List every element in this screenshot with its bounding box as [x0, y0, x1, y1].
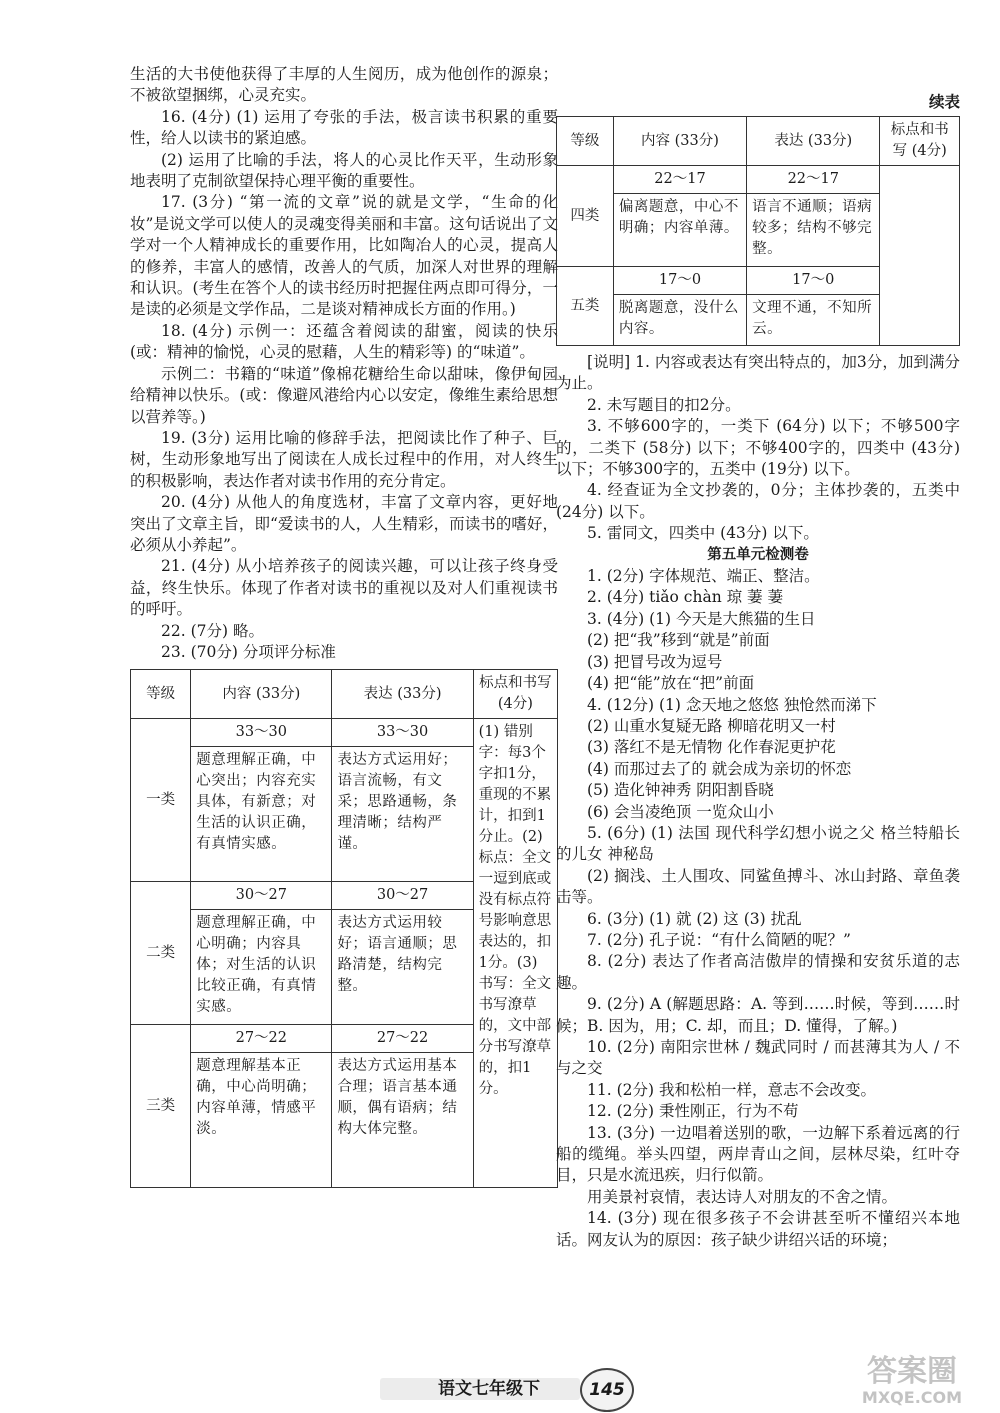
expression-range-cell: 27～22 [332, 1025, 473, 1053]
expression-desc-cell: 表达方式运用较好；语言通顺；思路清楚，结构完整。 [332, 910, 473, 1025]
expression-range-cell: 33～30 [332, 719, 473, 747]
paragraph: 2. (4分) tiǎo chàn 琼 萋 萋 [587, 588, 783, 607]
left-column [130, 64, 558, 1188]
paragraph: 19. (3分) 运用比喻的修辞手法，把阅读比作了种子、巨树，生动形象地写出了阅读在人成长过程中的作用，对人终生的积极影响，表达作者对读书作用的充分肯定。 [130, 428, 558, 490]
expression-range-cell: 22～17 [747, 166, 880, 194]
content-desc-cell: 偏离题意，中心不明确；内容单薄。 [613, 194, 746, 267]
paragraph: 23. (70分) 分项评分标准 [161, 642, 336, 661]
paragraph: 8. (2分) 表达了作者高洁傲岸的情操和安贫乐道的志趣。 [556, 952, 960, 992]
grading-table-continued [556, 116, 960, 346]
continued-label: 续表 [928, 93, 960, 111]
paragraph: 20. (4分) 从他人的角度选材，丰富了文章内容，更好地突出了文章主旨，即“爱读书的人，人生精彩，而读书的嗜好，必须从小养起”。 [130, 493, 558, 554]
paragraph: 11. (2分) 我和松柏一样，意志不会改变。 [587, 1080, 876, 1099]
table-row [557, 166, 960, 194]
header-expression: 表达 (33分) [747, 117, 880, 166]
header-level: 等级 [557, 117, 614, 166]
paragraph: 6. (3分) (1) 就 (2) 这 (3) 扰乱 [587, 909, 802, 928]
paragraph: 9. (2分) A (解题思路：A. 等到……时候，等到……时候；B. 因为，用；C. 却，而且；D. 懂得，了解。) [556, 995, 960, 1035]
content-desc-cell: 脱离题意，没什么内容。 [613, 295, 746, 346]
paragraph: 5. 雷同文，四类中 (43分) 以下。 [587, 524, 819, 543]
paragraph: 16. (4分) (1) 运用了夸张的手法，极言读书积累的重要性，给人以读书的紧迫感。 [130, 107, 558, 148]
header-expression: 表达 (33分) [332, 670, 473, 719]
expression-desc-cell: 表达方式运用好；语言流畅，有文采；思路通畅，条理清晰；结构严谨。 [332, 747, 473, 882]
expression-desc-cell: 语言不通顺；语病较多；结构不够完整。 [747, 194, 880, 267]
paragraph: 4. 经查证为全文抄袭的，0分；主体抄袭的，五类中 (24分) 以下。 [556, 481, 960, 521]
content-range-cell: 30～27 [191, 882, 332, 910]
table-header-row [557, 117, 960, 166]
paragraph: 3. (4分) (1) 今天是大熊猫的生日 [587, 609, 816, 628]
punctuation-empty-cell [880, 166, 960, 346]
watermark-url: MXQE.COM [861, 1388, 963, 1407]
paragraph: 7. (2分) 孔子说：“有什么简陋的呢？” [587, 930, 851, 949]
grading-table [130, 669, 558, 1188]
level-cell: 二类 [131, 882, 191, 1025]
content-desc-cell: 题意理解正确，中心明确；内容具体；对生活的认识比较正确，有真情实感。 [191, 910, 332, 1025]
page-number: 145 [580, 1368, 634, 1412]
paragraph: 1. (2分) 字体规范、端正、整洁。 [587, 567, 820, 586]
expression-range-cell: 17～0 [747, 267, 880, 295]
watermark-text: 答案圈 [867, 1354, 957, 1389]
header-punctuation: 标点和书写 (4分) [880, 117, 960, 166]
paragraph: 5. (6分) (1) 法国 现代科学幻想小说之父 格兰特船长的儿女 神秘岛 [556, 823, 960, 864]
header-content: 内容 (33分) [613, 117, 746, 166]
expression-desc-cell: 表达方式运用基本合理；语言基本通顺，偶有语病；结构大体完整。 [332, 1053, 473, 1188]
level-cell: 五类 [557, 267, 614, 346]
paragraph: (2) 搁浅、土人围攻、同鲨鱼搏斗、冰山封路、章鱼袭击等。 [556, 866, 960, 907]
header-content: 内容 (33分) [191, 670, 332, 719]
paragraph: 18. (4分) 示例一：还蕴含着阅读的甜蜜，阅读的快乐 (或：精神的愉悦，心灵的慰藉，人生的精彩等) 的“味道”。 [130, 321, 558, 362]
expression-desc-cell: 文理不通，不知所云。 [747, 295, 880, 346]
paragraph: (3) 落红不是无情物 化作春泥更护花 [587, 738, 836, 757]
paragraph: (6) 会当凌绝顶 一览众山小 [587, 802, 774, 821]
level-cell: 四类 [557, 166, 614, 267]
paragraph: (3) 把冒号改为逗号 [587, 652, 723, 671]
section-title: 第五单元检测卷 [707, 546, 809, 563]
paragraph: 用美景衬哀情，表达诗人对朋友的不舍之情。 [587, 1187, 898, 1206]
footer-title: 语文七年级下 [438, 1379, 540, 1399]
paragraph: 10. (2分) 南阳宗世林 / 魏武同时 / 而甚薄其为人 / 不与之交 [556, 1038, 960, 1078]
paragraph: 生活的大书使他获得了丰厚的人生阅历，成为他创作的源泉；不被欲望捆绑，心灵充实。 [130, 65, 558, 105]
answers-block [556, 566, 960, 1251]
paragraph: [说明] 1. 内容或表达有突出特点的，加3分，加到满分为止。 [556, 353, 960, 393]
content-range-cell: 33～30 [191, 719, 332, 747]
level-cell: 一类 [131, 719, 191, 882]
paragraph: (4) 把“能”放在“把”前面 [587, 674, 755, 693]
expression-range-cell: 30～27 [332, 882, 473, 910]
paragraph: (5) 造化钟神秀 阴阳割昏晓 [587, 781, 774, 800]
paragraph: (2) 把“我”移到“就是”前面 [587, 631, 770, 650]
paragraph: 21. (4分) 从小培养孩子的阅读兴趣，可以让孩子终身受益，终生快乐。体现了作者对读书的重视以及对人们重视读书的呼吁。 [130, 557, 558, 619]
header-punctuation: 标点和书写 (4分) [473, 670, 557, 719]
notes-block [556, 352, 960, 545]
table-row [131, 719, 558, 747]
paragraph: 14. (3分) 现在很多孩子不会讲甚至听不懂绍兴本地话。网友认为的原因：孩子缺少讲绍兴话的环境； [556, 1209, 960, 1249]
page-footer [380, 1368, 640, 1408]
content-desc-cell: 题意理解正确，中心突出；内容充实具体，有新意；对生活的认识正确，有真情实感。 [191, 747, 332, 882]
paragraph: (2) 山重水复疑无路 柳暗花明又一村 [587, 716, 836, 735]
paragraph: 3. 不够600字的，一类下 (64分) 以下；不够500字的，二类下 (58分) 以下；不够400字的，四类中 (43分) 以下；不够300字的，五类中 (19分) 以下。 [556, 417, 960, 479]
watermark-logo [832, 1349, 992, 1409]
content-range-cell: 27～22 [191, 1025, 332, 1053]
content-range-cell: 22～17 [613, 166, 746, 194]
punctuation-notes-cell: (1) 错别字：每3个字扣1分，重现的不累计，扣到1分止。(2) 标点：全文一逗到底或没有标点符号影响意思表达的，扣1分。(3) 书写：全文书写潦草的，文中部分书写潦草的，扣1分。 [473, 719, 557, 1188]
paragraph: 13. (3分) 一边唱着送别的歌，一边解下系着远离的行船的缆绳。举头四望，两岸青山之间，层林尽染，红叶夺目，只是水流迅疾，归行似箭。 [556, 1123, 960, 1185]
paragraph: (4) 而那过去了的 就会成为亲切的怀恋 [587, 759, 852, 778]
paragraph: 12. (2分) 秉性刚正，行为不苟 [587, 1102, 799, 1121]
right-column [556, 90, 960, 1251]
content-range-cell: 17～0 [613, 267, 746, 295]
paragraph: 2. 未写题目的扣2分。 [587, 395, 741, 414]
paragraph: 4. (12分) (1) 念天地之悠悠 独怆然而涕下 [587, 695, 877, 714]
paragraph: 17. (3分) “第一流的文章”说的就是文学，“生命的化妆”是说文学可以使人的灵魂变得美丽和丰富。这句话说出了文学对一个人精神成长的重要作用，比如陶冶人的心灵，提高人的修养，丰富人的感情，改善人的气质，加深人对世界的理解和认识。(考生在答个人的读书经历时把握住两点即可得分，一是读的必须是文学作品，二是谈对精神成长方面的作用。) [130, 193, 558, 319]
table-header-row [131, 670, 558, 719]
content-desc-cell: 题意理解基本正确，中心尚明确；内容单薄，情感平淡。 [191, 1053, 332, 1188]
header-level: 等级 [131, 670, 191, 719]
paragraph: 22. (7分) 略。 [161, 621, 264, 640]
paragraph: 示例二：书籍的“味道”像棉花糖给生命以甜味，像伊甸园给精神以快乐。(或：像避风港给内心以安定，像维生素给思想以营养等。) [130, 364, 558, 426]
paragraph: (2) 运用了比喻的手法，将人的心灵比作天平，生动形象地表明了克制欲望保持心理平衡的重要性。 [130, 150, 558, 191]
level-cell: 三类 [131, 1025, 191, 1188]
